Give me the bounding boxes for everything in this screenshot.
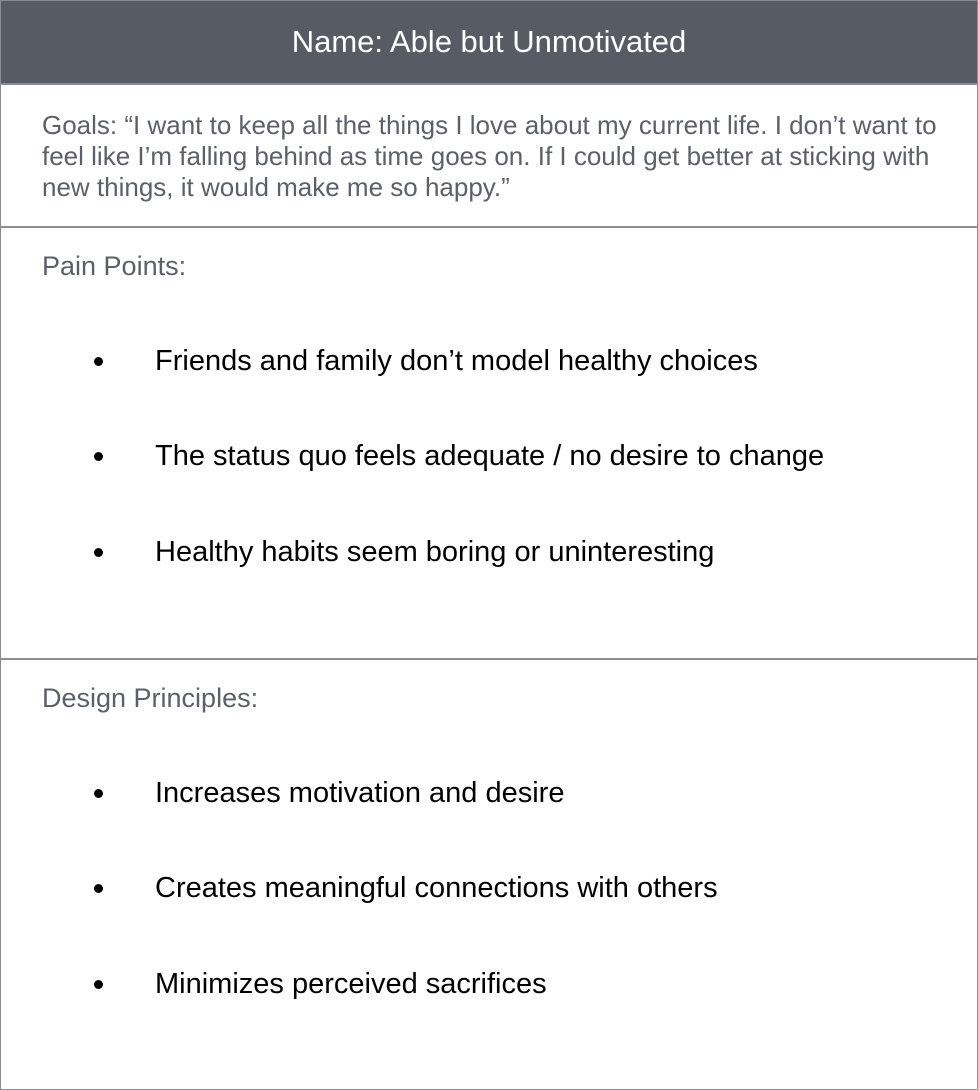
list-item-text: Creates meaningful connections with others <box>155 872 718 904</box>
list-item-text: Minimizes perceived sacrifices <box>155 967 547 1000</box>
list-item <box>42 441 937 473</box>
list-item-text: Healthy habits seem boring or uninteresting <box>155 535 715 568</box>
pain-points-title: Pain Points: <box>42 251 187 281</box>
persona-name-header <box>1 1 977 85</box>
list-item <box>42 968 937 1000</box>
list-item-text: The status quo feels adequate / no desire to change <box>155 440 825 472</box>
pain-points-section <box>1 228 977 660</box>
bullet-icon <box>94 357 103 366</box>
list-item-text: Friends and family don’t model healthy choices <box>155 344 758 377</box>
goals-section <box>1 85 977 228</box>
design-principles-list <box>42 777 937 1000</box>
bullet-icon <box>94 884 103 893</box>
bullet-icon <box>94 548 103 557</box>
bullet-icon <box>94 452 103 461</box>
list-item-text: Increases motivation and desire <box>155 776 565 809</box>
list-item <box>42 345 937 377</box>
bullet-icon <box>94 789 103 798</box>
persona-name: Name: Able but Unmotivated <box>291 24 687 59</box>
list-item <box>42 777 937 809</box>
design-principles-title: Design Principles: <box>42 683 259 713</box>
list-item <box>42 536 937 568</box>
list-item <box>42 873 937 905</box>
bullet-icon <box>94 980 103 989</box>
pain-points-list <box>42 345 937 568</box>
goals-text: Goals: “I want to keep all the things I love about my current life. I don’t want to feel like I’m falling behind as time goes on. If I could get better at sticking with new things, it would make me so happy.” <box>42 110 937 202</box>
design-principles-section <box>1 660 977 1089</box>
